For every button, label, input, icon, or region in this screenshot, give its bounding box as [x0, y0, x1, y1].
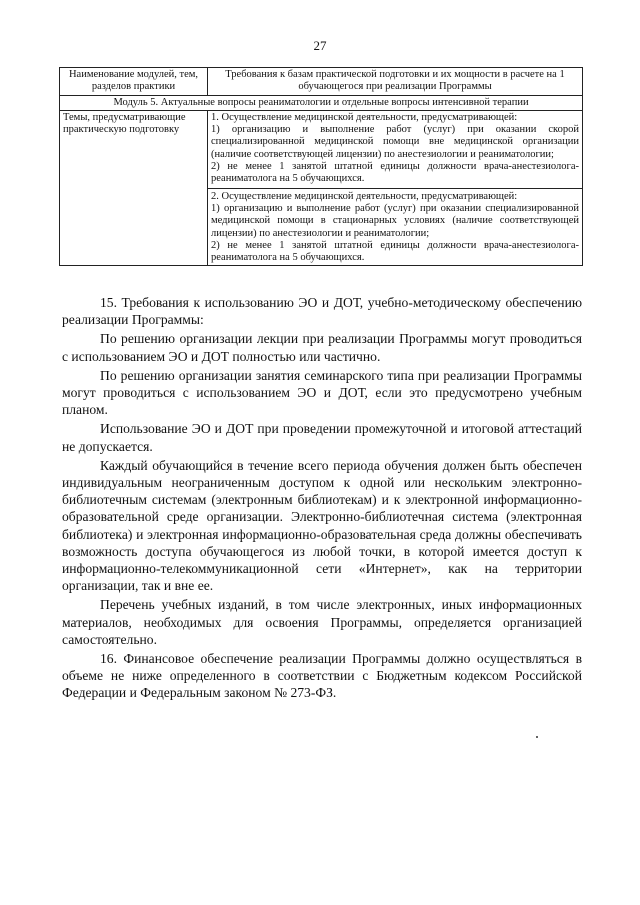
requirement-title: 2. Осуществление медицинской деятельности, предусматривающей:	[211, 190, 518, 202]
page-number: 27	[313, 38, 327, 53]
header-requirements: Требования к базам практической подготовки и их мощности в расчете на 1 обучающегося при реализации Программы	[208, 68, 583, 96]
topics-row	[60, 110, 583, 266]
requirement-item: 2) не менее 1 занятой штатной единицы должности врача-анестезиолога-реаниматолога на 5 обучающихся.	[211, 239, 579, 264]
requirement-item: 1) организацию и выполнение работ (услуг) при оказании скорой специализированной медицинской помощи вне медицинской организации (наличие соответствующей лицензии) по анестезиологии и реаниматологии;	[211, 124, 579, 160]
requirements-table	[59, 67, 583, 266]
section-heading: 15. Требования к использованию ЭО и ДОТ, учебно-методическому обеспечению реализации Программы:	[62, 295, 582, 328]
requirements-cell	[208, 110, 583, 266]
scan-dot	[536, 736, 538, 738]
paragraph: По решению организации лекции при реализации Программы могут проводиться с использованием ЭО и ДОТ полностью или частично.	[62, 331, 582, 364]
module-row	[60, 95, 583, 110]
section-heading: 16. Финансовое обеспечение реализации Программы должно осуществляться в объеме не ниже определенного в соответствии с Бюджетным кодексом Российской Федерации и Федеральным законом № 273-ФЗ.	[62, 651, 582, 701]
header-modules: Наименование модулей, тем, разделов практики	[60, 68, 208, 96]
topics-label: Темы, предусматривающие практическую подготовку	[60, 110, 208, 266]
paragraph: Перечень учебных изданий, в том числе электронных, иных информационных материалов, необходимых для освоения Программы, определяется организацией самостоятельно.	[62, 597, 582, 647]
requirement-item: 1) организацию и выполнение работ (услуг) при оказании специализированной медицинской помощи в стационарных условиях (наличие соответствующей лицензии) по анестезиологии и реаниматологии;	[211, 202, 579, 239]
requirement-block	[208, 188, 582, 265]
body-text	[62, 294, 582, 702]
requirement-title: 1. Осуществление медицинской деятельности, предусматривающей:	[211, 111, 518, 123]
table-header-row	[60, 68, 583, 96]
requirement-item: 2) не менее 1 занятой штатной единицы должности врача-анестезиолога-реаниматолога на 5 обучающихся.	[211, 161, 579, 185]
paragraph: Использование ЭО и ДОТ при проведении промежуточной и итоговой аттестаций не допускается.	[62, 421, 582, 454]
paragraph: По решению организации занятия семинарского типа при реализации Программы могут проводиться с использованием ЭО и ДОТ, если это предусмотрено учебным планом.	[62, 367, 582, 418]
requirement-block	[211, 112, 579, 186]
paragraph: Каждый обучающийся в течение всего периода обучения должен быть обеспечен индивидуальным неограниченным доступом к одной или нескольким электронно-библиотечным системам (электронным библиотекам) и к электронной информационно-образовательной среде организации. Электронно-библиотечная система (электронная библиотека) и электронная информационно-образовательная среда должны обеспечивать возможность доступа обучающегося из любой точки, в которой имеется доступ к информационно-телекоммуникационной сети «Интернет», как на территории организации, так и вне ее.	[62, 457, 582, 594]
module-title: Модуль 5. Актуальные вопросы реаниматологии и отдельные вопросы интенсивной терапии	[60, 95, 583, 110]
